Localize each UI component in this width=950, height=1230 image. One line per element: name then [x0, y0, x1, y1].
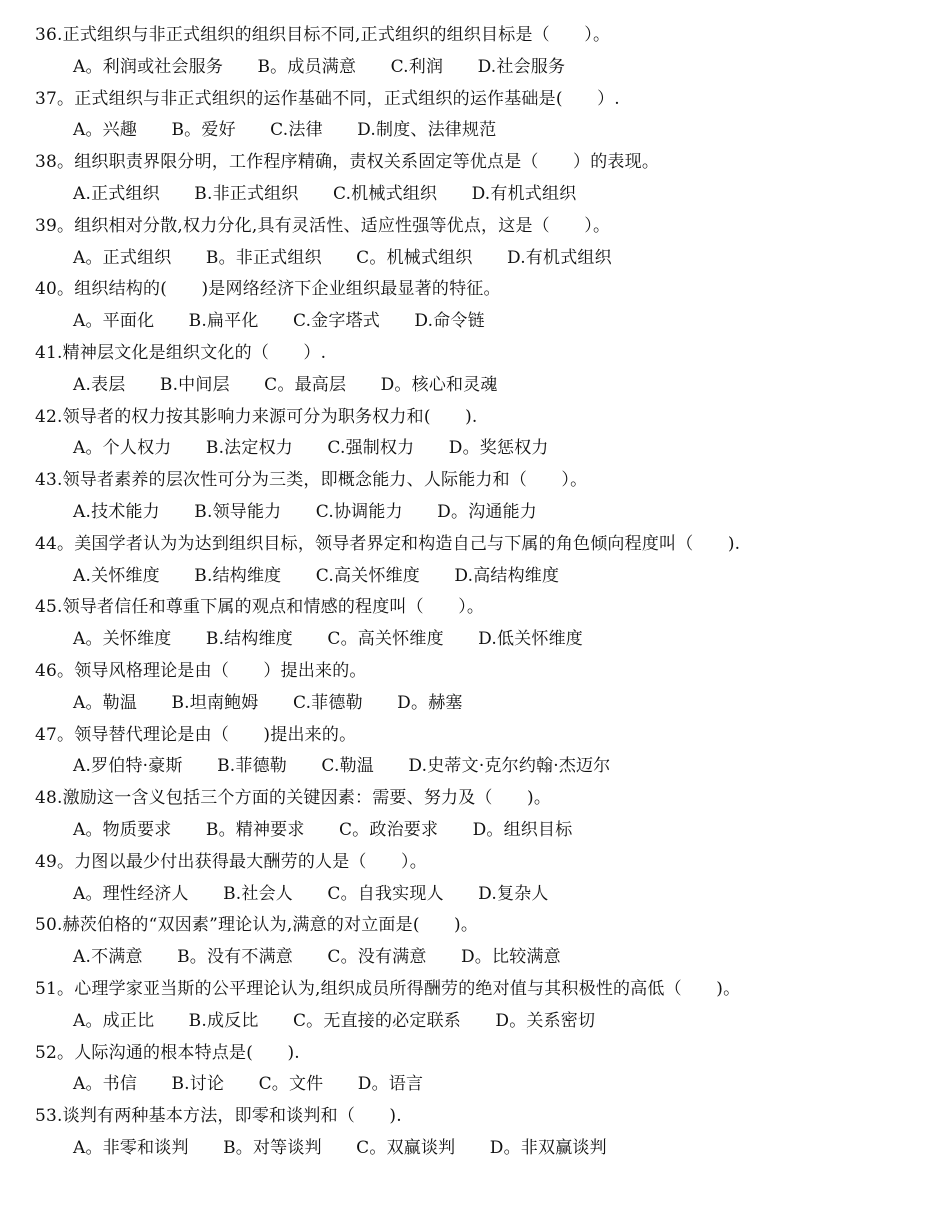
- options-36: A。利润或社会服务 B。成员满意 C.利润 D.社会服务: [73, 56, 566, 77]
- options-53: A。非零和谈判 B。对等谈判 C。双赢谈判 D。非双赢谈判: [73, 1137, 607, 1158]
- question-47: 47。领导替代理论是由（ )提出来的。: [35, 724, 357, 745]
- options-45: A。关怀维度 B.结构维度 C。高关怀维度 D.低关怀维度: [73, 629, 584, 650]
- question-42: 42.领导者的权力按其影响力来源可分为职务权力和( ).: [35, 406, 478, 427]
- question-38: 38。组织职责界限分明，工作程序精确，责权关系固定等优点是（ ）的表现。: [35, 152, 660, 173]
- question-50: 50.赫茨伯格的“双因素”理论认为,满意的对立面是( )。: [35, 915, 479, 936]
- options-48: A。物质要求 B。精神要求 C。政治要求 D。组织目标: [73, 819, 573, 840]
- options-46: A。勒温 B.坦南鲍姆 C.菲德勒 D。赫塞: [73, 692, 463, 713]
- question-37: 37。正式组织与非正式组织的运作基础不同，正式组织的运作基础是( ）.: [35, 88, 620, 109]
- question-46: 46。领导风格理论是由（ ）提出来的。: [35, 660, 367, 681]
- question-48: 48.激励这一含义包括三个方面的关键因素：需要、努力及（ )。: [35, 788, 552, 809]
- options-37: A。兴趣 B。爱好 C.法律 D.制度、法律规范: [73, 120, 497, 141]
- options-49: A。理性经济人 B.社会人 C。自我实现人 D.复杂人: [73, 883, 549, 904]
- options-47: A.罗伯特·豪斯 B.菲德勒 C.勒温 D.史蒂文·克尔约翰·杰迈尔: [73, 756, 611, 777]
- options-39: A。正式组织 B。非正式组织 C。机械式组织 D.有机式组织: [73, 247, 612, 268]
- question-49: 49。力图以最少付出获得最大酬劳的人是（ ）。: [35, 851, 427, 872]
- question-36: 36.正式组织与非正式组织的组织目标不同,正式组织的组织目标是（ ）。: [35, 25, 611, 45]
- options-42: A。个人权力 B.法定权力 C.强制权力 D。奖惩权力: [73, 438, 549, 459]
- options-43: A.技术能力 B.领导能力 C.协调能力 D。沟通能力: [73, 501, 538, 522]
- question-51: 51。心理学家亚当斯的公平理论认为,组织成员所得酬劳的绝对值与其积极性的高低（ )。: [35, 978, 741, 999]
- question-40: 40。组织结构的( )是网络经济下企业组织最显著的特征。: [35, 279, 501, 300]
- question-43: 43.领导者素养的层次性可分为三类，即概念能力、人际能力和（ ）。: [35, 470, 588, 491]
- options-51: A。成正比 B.成反比 C。无直接的必定联系 D。关系密切: [73, 1010, 596, 1031]
- options-38: A.正式组织 B.非正式组织 C.机械式组织 D.有机式组织: [73, 183, 577, 204]
- question-44: 44。美国学者认为为达到组织目标，领导者界定和构造自己与下属的角色倾向程度叫（ ).: [35, 533, 741, 554]
- options-52: A。书信 B.讨论 C。文件 D。语言: [73, 1074, 424, 1095]
- options-41: A.表层 B.中间层 C。最高层 D。核心和灵魂: [73, 374, 498, 395]
- question-list: [35, 20, 935, 1165]
- question-39: 39。组织相对分散,权力分化,具有灵活性、适应性强等优点，这是（ ）。: [35, 215, 611, 236]
- question-45: 45.领导者信任和尊重下属的观点和情感的程度叫（ ）。: [35, 597, 485, 618]
- options-50: A.不满意 B。没有不满意 C。没有满意 D。比较满意: [73, 947, 561, 968]
- options-40: A。平面化 B.扁平化 C.金字塔式 D.命令链: [73, 311, 485, 332]
- question-52: 52。人际沟通的根本特点是( ).: [35, 1042, 300, 1063]
- options-44: A.关怀维度 B.结构维度 C.高关怀维度 D.高结构维度: [73, 565, 560, 586]
- question-53: 53.谈判有两种基本方法，即零和谈判和（ ).: [35, 1106, 402, 1127]
- question-41: 41.精神层文化是组织文化的（ ）.: [35, 342, 327, 363]
